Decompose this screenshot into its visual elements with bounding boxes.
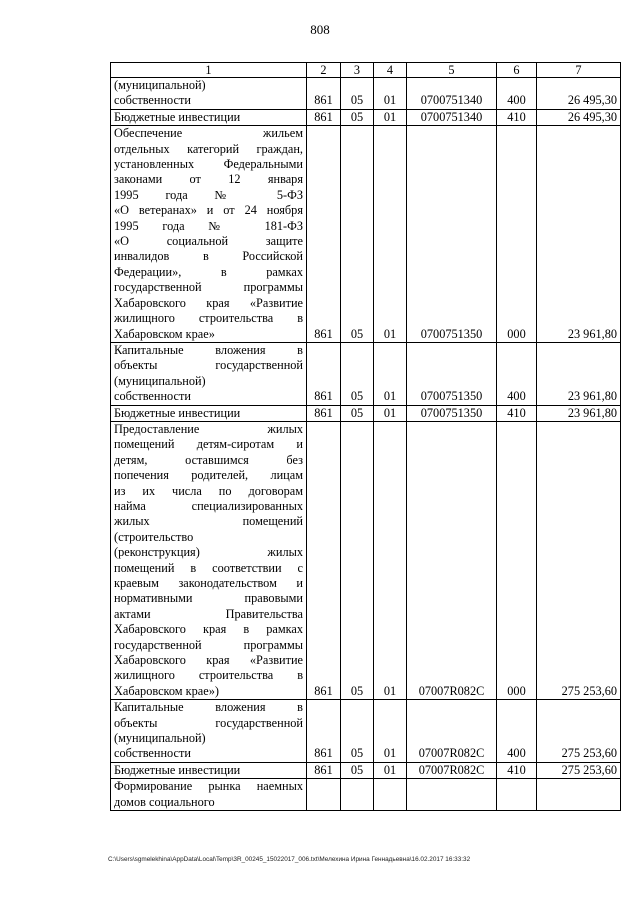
expense-type-cell: 410 bbox=[497, 405, 537, 421]
amount-cell: 23 961,80 bbox=[537, 342, 621, 405]
code-cell: 861 bbox=[307, 421, 341, 699]
target-article-cell: 0700751340 bbox=[407, 78, 497, 110]
subsection-cell: 01 bbox=[374, 78, 407, 110]
column-header: 5 bbox=[407, 63, 497, 78]
row-name-line: Хабаровском крае») bbox=[114, 683, 219, 698]
row-name-line: помещений детям-сиротам и bbox=[114, 437, 303, 452]
row-name-line: помещений в соответствии с bbox=[114, 560, 303, 575]
row-name-line: нормативными правовыми bbox=[114, 591, 303, 606]
row-name-cell bbox=[111, 78, 307, 110]
column-header: 4 bbox=[374, 63, 407, 78]
row-name-line: установленных Федеральными bbox=[114, 157, 303, 172]
budget-table bbox=[110, 62, 621, 811]
row-name-cell bbox=[111, 405, 307, 421]
expense-type-cell: 000 bbox=[497, 421, 537, 699]
section-cell: 05 bbox=[341, 342, 374, 405]
row-name-cell bbox=[111, 762, 307, 778]
row-name-line: Федерации», в рамках bbox=[114, 264, 303, 279]
row-name-line: Бюджетные инвестиции bbox=[114, 762, 241, 777]
table-row bbox=[111, 779, 621, 811]
row-name-line: актами Правительства bbox=[114, 606, 303, 621]
row-name-line: найма специализированных bbox=[114, 498, 303, 513]
section-cell: 05 bbox=[341, 405, 374, 421]
row-name-line: «О ветеранах» и от 24 ноября bbox=[114, 203, 303, 218]
amount-cell: 23 961,80 bbox=[537, 405, 621, 421]
section-cell: 05 bbox=[341, 109, 374, 125]
target-article-cell: 07007R082C bbox=[407, 762, 497, 778]
code-cell bbox=[307, 779, 341, 811]
section-cell bbox=[341, 779, 374, 811]
subsection-cell: 01 bbox=[374, 421, 407, 699]
column-header: 6 bbox=[497, 63, 537, 78]
code-cell: 861 bbox=[307, 109, 341, 125]
table-row bbox=[111, 78, 621, 110]
row-name-line: Капитальные вложения в bbox=[114, 342, 303, 357]
expense-type-cell: 400 bbox=[497, 700, 537, 763]
row-name-line: Бюджетные инвестиции bbox=[114, 109, 241, 124]
target-article-cell: 0700751350 bbox=[407, 342, 497, 405]
code-cell: 861 bbox=[307, 700, 341, 763]
table-row bbox=[111, 421, 621, 699]
row-name-line: жилых помещений bbox=[114, 514, 303, 529]
section-cell: 05 bbox=[341, 421, 374, 699]
subsection-cell: 01 bbox=[374, 700, 407, 763]
row-name-line: Хабаровского края «Развитие bbox=[114, 295, 303, 310]
table-row bbox=[111, 762, 621, 778]
row-name-line: Предоставление жилых bbox=[114, 421, 303, 436]
section-cell: 05 bbox=[341, 126, 374, 343]
code-cell: 861 bbox=[307, 762, 341, 778]
target-article-cell: 0700751350 bbox=[407, 126, 497, 343]
row-name-cell bbox=[111, 779, 307, 811]
target-article-cell: 0700751350 bbox=[407, 405, 497, 421]
subsection-cell: 01 bbox=[374, 126, 407, 343]
row-name-line: инвалидов в Российской bbox=[114, 249, 303, 264]
row-name-line: собственности bbox=[114, 93, 191, 108]
table-row bbox=[111, 126, 621, 343]
row-name-line: 1995 года № 181-ФЗ bbox=[114, 218, 303, 233]
row-name-line: детям, оставшимся без bbox=[114, 452, 303, 467]
row-name-line: Хабаровском крае» bbox=[114, 326, 215, 341]
row-name-line: Обеспечение жильем bbox=[114, 126, 303, 141]
subsection-cell bbox=[374, 779, 407, 811]
page-number: 808 bbox=[310, 22, 330, 37]
row-name-line: жилищного строительства в bbox=[114, 668, 303, 683]
row-name-line: Капитальные вложения в bbox=[114, 700, 303, 715]
row-name-cell bbox=[111, 700, 307, 763]
amount-cell: 275 253,60 bbox=[537, 762, 621, 778]
table-row bbox=[111, 109, 621, 125]
expense-type-cell: 400 bbox=[497, 78, 537, 110]
row-name-line: краевым законодательством и bbox=[114, 576, 303, 590]
subsection-cell: 01 bbox=[374, 762, 407, 778]
subsection-cell: 01 bbox=[374, 109, 407, 125]
column-header: 1 bbox=[111, 63, 307, 78]
target-article-cell: 07007R082C bbox=[407, 700, 497, 763]
expense-type-cell: 410 bbox=[497, 762, 537, 778]
row-name-line: «О социальной защите bbox=[114, 234, 303, 249]
code-cell: 861 bbox=[307, 78, 341, 110]
row-name-line: Хабаровского края «Развитие bbox=[114, 653, 303, 668]
row-name-line: попечения родителей, лицам bbox=[114, 468, 303, 483]
row-name-cell bbox=[111, 421, 307, 699]
amount-cell: 26 495,30 bbox=[537, 109, 621, 125]
expense-type-cell: 410 bbox=[497, 109, 537, 125]
expense-type-cell bbox=[497, 779, 537, 811]
code-cell: 861 bbox=[307, 405, 341, 421]
row-name-line: домов социального bbox=[114, 794, 215, 809]
row-name-cell bbox=[111, 126, 307, 343]
table-row bbox=[111, 342, 621, 405]
row-name-line: собственности bbox=[114, 746, 191, 761]
row-name-line: (реконструкция) жилых bbox=[114, 545, 303, 560]
row-name-line: (муниципальной) bbox=[114, 78, 206, 92]
column-header: 7 bbox=[537, 63, 621, 78]
row-name-line: (муниципальной) bbox=[114, 373, 206, 388]
amount-cell: 26 495,30 bbox=[537, 78, 621, 110]
row-name-line: (строительство bbox=[114, 529, 194, 544]
target-article-cell: 07007R082C bbox=[407, 421, 497, 699]
row-name-line: государственной программы bbox=[114, 637, 303, 652]
footer-file-path: C:\Users\sgmelekhina\AppData\Local\Temp\3R_00245_15022017_006.txt\Мелехина Ирина Геннадьевна\16.02.2017 16:33:32 bbox=[108, 856, 471, 863]
row-name-cell bbox=[111, 109, 307, 125]
section-cell: 05 bbox=[341, 78, 374, 110]
row-name-line: жилищного строительства в bbox=[114, 311, 303, 326]
subsection-cell: 01 bbox=[374, 342, 407, 405]
row-name-line: из их числа по договорам bbox=[114, 483, 303, 498]
row-name-cell bbox=[111, 342, 307, 405]
table-row bbox=[111, 700, 621, 763]
expense-type-cell: 000 bbox=[497, 126, 537, 343]
code-cell: 861 bbox=[307, 342, 341, 405]
row-name-line: собственности bbox=[114, 389, 191, 404]
row-name-line: Хабаровского края в рамках bbox=[114, 622, 303, 637]
row-name-line: объекты государственной bbox=[114, 715, 303, 730]
section-cell: 05 bbox=[341, 700, 374, 763]
row-name-line: государственной программы bbox=[114, 280, 303, 295]
table-header-row bbox=[111, 63, 621, 78]
amount-cell: 275 253,60 bbox=[537, 700, 621, 763]
row-name-line: объекты государственной bbox=[114, 358, 303, 373]
row-name-line: отдельных категорий граждан, bbox=[114, 141, 303, 156]
subsection-cell: 01 bbox=[374, 405, 407, 421]
row-name-line: Формирование рынка наемных bbox=[114, 779, 303, 794]
expense-type-cell: 400 bbox=[497, 342, 537, 405]
target-article-cell bbox=[407, 779, 497, 811]
code-cell: 861 bbox=[307, 126, 341, 343]
column-header: 3 bbox=[341, 63, 374, 78]
row-name-line: Бюджетные инвестиции bbox=[114, 405, 241, 420]
row-name-line: 1995 года № 5-ФЗ bbox=[114, 187, 303, 202]
amount-cell: 275 253,60 bbox=[537, 421, 621, 699]
target-article-cell: 0700751340 bbox=[407, 109, 497, 125]
table-body bbox=[111, 78, 621, 811]
table-row bbox=[111, 405, 621, 421]
section-cell: 05 bbox=[341, 762, 374, 778]
row-name-line: (муниципальной) bbox=[114, 731, 206, 746]
amount-cell bbox=[537, 779, 621, 811]
row-name-line: законами от 12 января bbox=[114, 172, 303, 187]
amount-cell: 23 961,80 bbox=[537, 126, 621, 343]
column-header: 2 bbox=[307, 63, 341, 78]
